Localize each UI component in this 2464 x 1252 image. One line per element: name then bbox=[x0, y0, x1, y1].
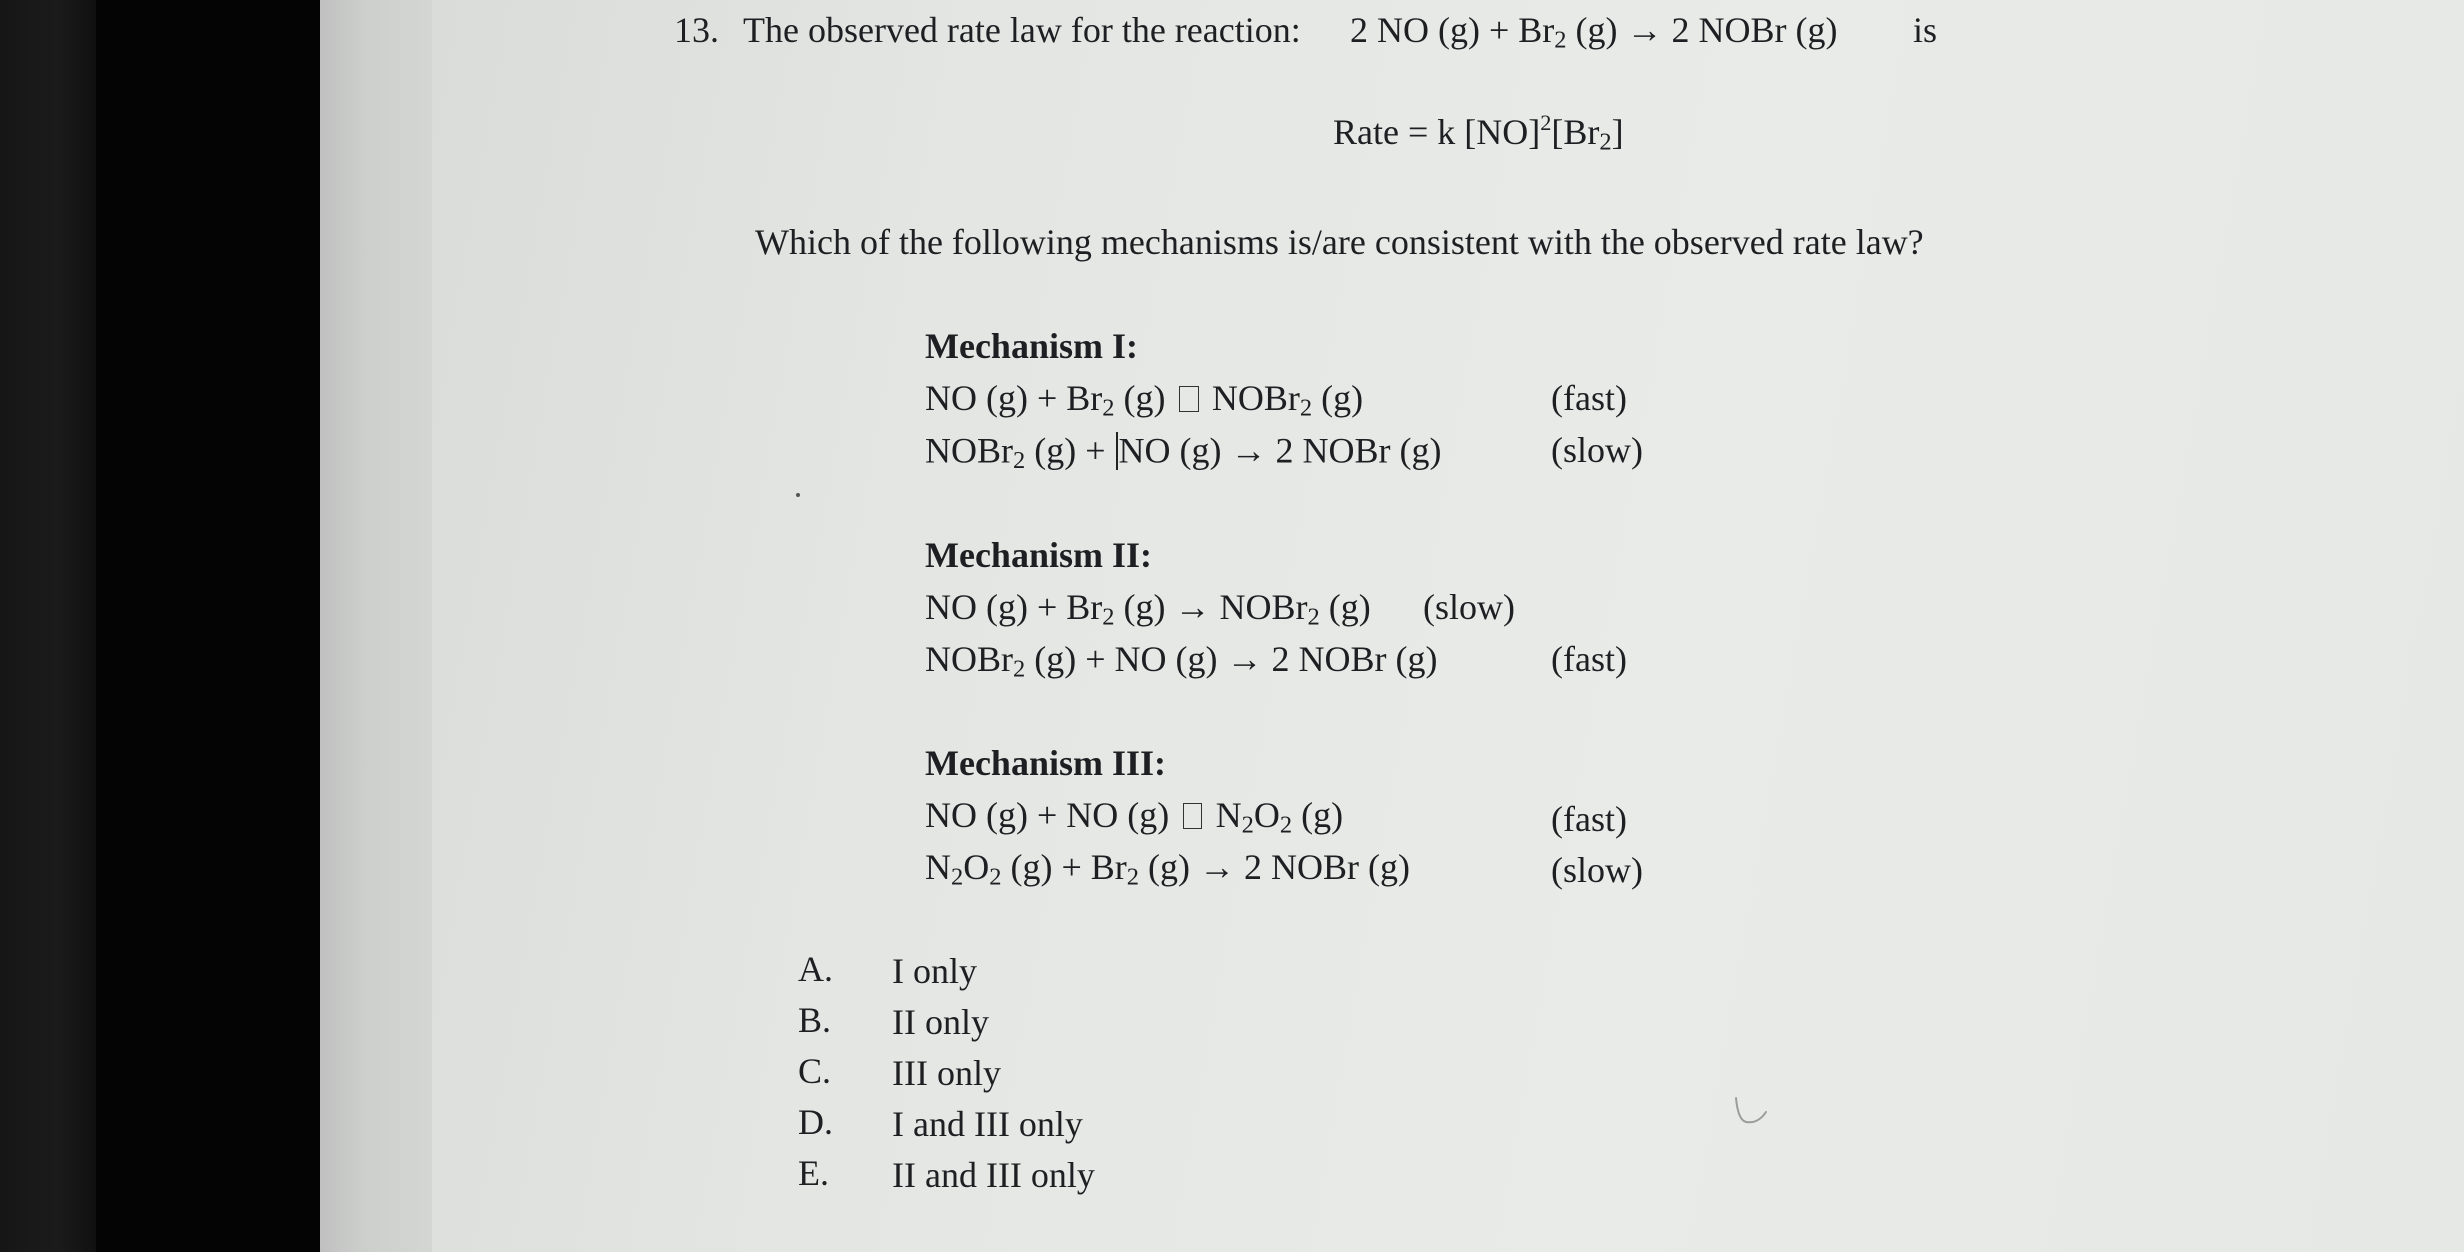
mechanism-2-step-2: NOBr$_2$ (g) + NO (g) → 2 NOBr (g) bbox=[925, 639, 1438, 683]
mechanism-1-step-1: NO $(g) + Br_2$ (g) NOBr$_2$ (g) bbox=[925, 378, 1364, 422]
mechanism-3-title: Mechanism III: bbox=[925, 743, 1166, 783]
choice-text: I and III only bbox=[892, 1104, 1083, 1144]
paper-speck bbox=[796, 493, 800, 497]
mechanism-3-step-2: $N_2O_2$ $(g) + Br_2$ (g) → 2 NOBr (g) bbox=[925, 847, 1410, 891]
question-suffix: is bbox=[1913, 10, 1938, 50]
page-margin-strip bbox=[320, 0, 432, 1252]
choice-letter: B. bbox=[798, 1000, 832, 1040]
pencil-scribble bbox=[1732, 1094, 1772, 1128]
question-prompt: Which of the following mechanisms is/are consistent with the observed rate law? bbox=[755, 222, 1924, 262]
overall-reaction: 2 NO $(g) + Br_2$ (g) → 2 NOBr (g) bbox=[1350, 10, 1838, 54]
rate-law: Rate = k $[NO]^2[Br_2]$ bbox=[1333, 110, 1624, 156]
mechanism-3-step-2-rate: (slow) bbox=[1551, 850, 1643, 890]
choice-letter: C. bbox=[798, 1051, 832, 1091]
choice-text: II only bbox=[892, 1002, 989, 1042]
mechanism-2-step-1: NO $(g) + Br_2$ (g) → NOBr$_2$ (g) bbox=[925, 587, 1371, 631]
dark-background-panel bbox=[96, 0, 320, 1252]
equilibrium-glyph-icon bbox=[1179, 386, 1199, 412]
choice-letter: E. bbox=[798, 1153, 829, 1193]
reaction-arrow: → bbox=[1626, 10, 1663, 50]
mechanism-1-step-2: NOBr$_2$ (g) + NO (g) → 2 NOBr (g) bbox=[925, 430, 1442, 474]
choice-letter: A. bbox=[798, 949, 833, 989]
mechanism-1-title: Mechanism I: bbox=[925, 326, 1138, 366]
choice-text: I only bbox=[892, 951, 977, 991]
mechanism-3-step-1-rate: (fast) bbox=[1551, 799, 1627, 839]
monitor-bezel bbox=[0, 0, 96, 1252]
choice-text: III only bbox=[892, 1053, 1001, 1093]
mechanism-2-title: Mechanism II: bbox=[925, 535, 1152, 575]
question-number: 13. bbox=[674, 10, 719, 50]
question-stem: The observed rate law for the reaction: bbox=[743, 10, 1301, 50]
mechanism-1-step-1-rate: (fast) bbox=[1551, 378, 1627, 418]
mechanism-3-step-1: NO (g) + NO (g) $N_2O_2$ (g) bbox=[925, 795, 1344, 839]
choice-letter: D. bbox=[798, 1102, 833, 1142]
choice-text: II and III only bbox=[892, 1155, 1095, 1195]
equilibrium-glyph-icon bbox=[1183, 803, 1203, 829]
text-cursor bbox=[1116, 432, 1118, 470]
mechanism-2-step-2-rate: (fast) bbox=[1551, 639, 1627, 679]
mechanism-1-step-2-rate: (slow) bbox=[1551, 430, 1643, 470]
mechanism-2-step-1-rate: (slow) bbox=[1423, 587, 1515, 627]
